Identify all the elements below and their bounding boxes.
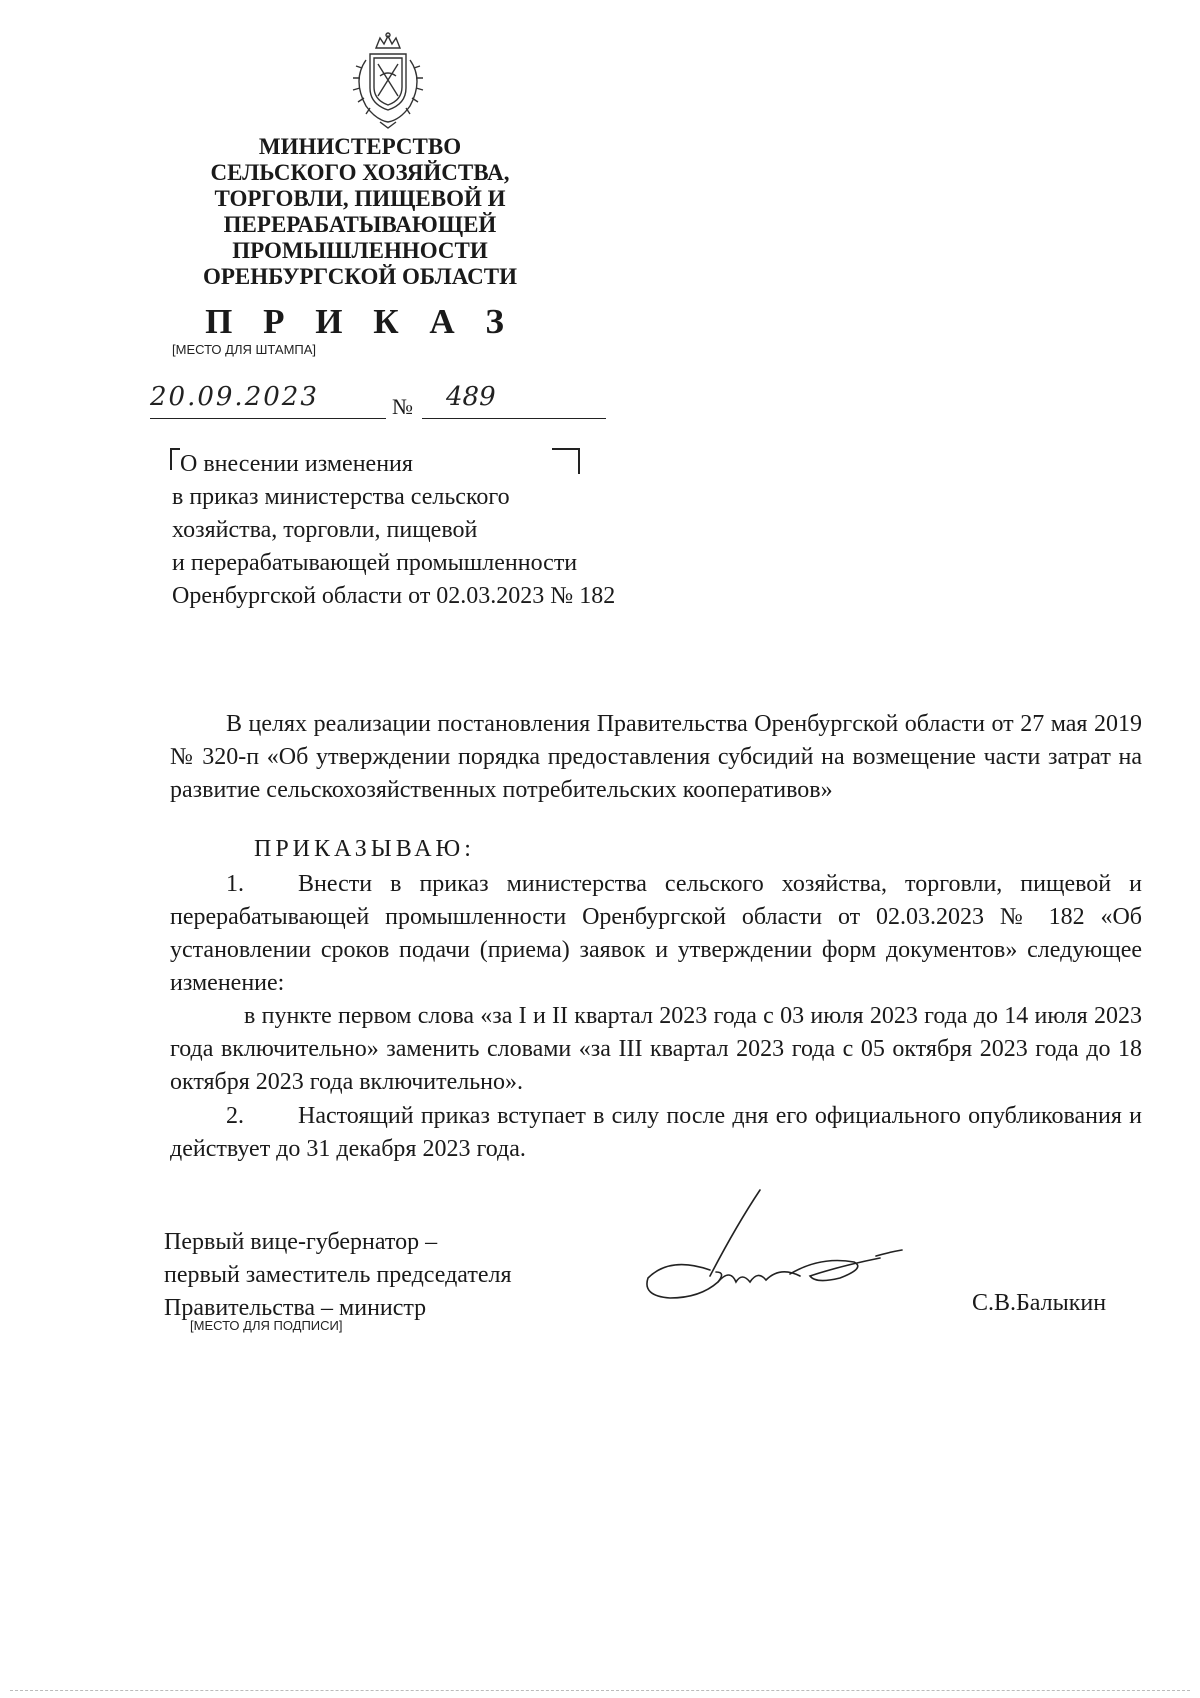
number-sign: № [392,394,413,419]
preamble-paragraph: В целях реализации постановления Правительства Оренбургской области от 27 мая 2019 № 320-п «Об утверждении порядка предоставления субсидий на возмещение части затрат на развитие сельскохозяйственных потребительских кооперативов» [170,711,1142,803]
ministry-line: СЕЛЬСКОГО ХОЗЯЙСТВА, [210,160,510,185]
handwritten-signature [640,1186,920,1316]
ministry-line: ТОРГОВЛИ, ПИЩЕВОЙ И [214,186,506,211]
subject-line: Оренбургской области от 02.03.2023 № 182 [172,583,616,609]
subject-line: О внесении изменения [180,451,413,477]
signer-position-line: Первый вице-губернатор – [164,1229,438,1255]
item-number: 1. [226,871,244,897]
subject-line: и перерабатывающей промышленности [172,550,578,576]
order-item-2 [170,1100,1142,1166]
item-number: 2. [226,1103,244,1129]
order-item-1-subclause: в пункте первом слова «за I и II квартал 2023 года с 03 июля 2023 года до 14 июля 2023 года включительно» заменить словами «за III квартал 2023 года с 05 октября 2023 года до 18 октября 2023 года включительно». [170,1003,1142,1095]
subject-line: хозяйства, торговли, пищевой [172,517,478,543]
ministry-line: МИНИСТЕРСТВО [258,134,462,159]
order-item-1 [170,868,1142,1000]
coat-of-arms-emblem [340,32,436,130]
document-subject [172,448,732,613]
order-directive-word: ПРИКАЗЫВАЮ: [254,836,475,862]
scan-edge-divider [10,1690,1190,1691]
ministry-line: ПРОМЫШЛЕННОСТИ [232,238,488,263]
signature-placeholder: [МЕСТО ДЛЯ ПОДПИСИ] [190,1318,343,1333]
subject-line: в приказ министерства сельского [172,484,510,510]
ministry-line: ОРЕНБУРГСКОЙ ОБЛАСТИ [202,264,518,289]
signer-position-line: первый заместитель председателя [164,1262,512,1288]
item-text: Настоящий приказ вступает в силу после дня его официального опубликования и действует до 31 декабря 2023 года. [170,1103,1142,1162]
stamp-placeholder: [МЕСТО ДЛЯ ШТАМПА] [172,342,317,357]
ministry-name [160,134,560,290]
number-underline [422,418,606,419]
signer-position [164,1226,511,1325]
date-underline [150,418,386,419]
item-text: Внести в приказ министерства сельского хозяйства, торговли, пищевой и перерабатывающей промышленности Оренбургской области от 02.03.2023 № 182 «Об установлении сроков подачи (приема) заявок и утверждении форм документов» следующее изменение: [170,871,1142,996]
ministry-line: ПЕРЕРАБАТЫВАЮЩЕЙ [223,212,497,237]
handwritten-date: 20.09.2023 [150,382,319,412]
handwritten-number: 489 [446,382,496,412]
signer-name: С.В.Балыкин [972,1290,1107,1316]
signer-position-line: Правительства – министр [164,1295,427,1321]
document-type-title: П Р И К А З [205,302,515,341]
